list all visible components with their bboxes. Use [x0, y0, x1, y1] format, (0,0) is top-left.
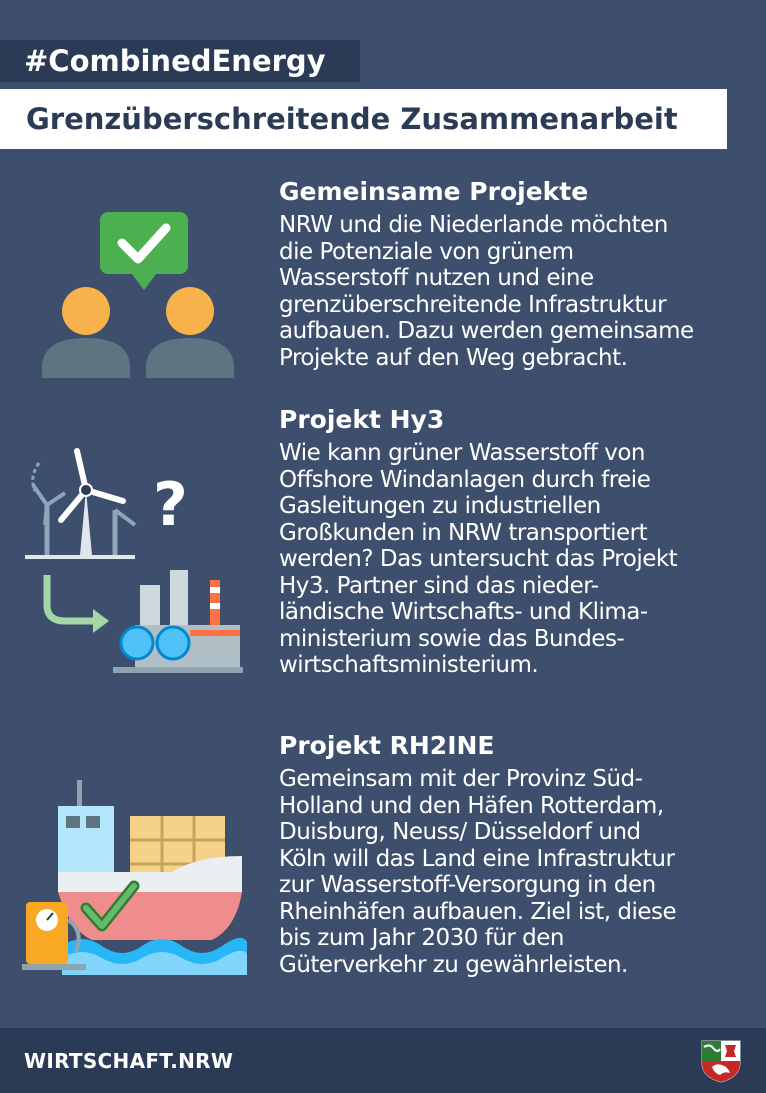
- page-title: [0, 89, 727, 149]
- section-heading: Gemeinsame Projekte: [279, 177, 589, 206]
- text-line: Köln will das Land eine Infrastruktur: [279, 845, 675, 872]
- text-line: Wasserstoff nutzen und eine: [279, 265, 594, 291]
- text-line: ministerium sowie das Bundes-: [279, 625, 625, 652]
- text-line: ländische Wirtschafts- und Klima-: [279, 599, 648, 625]
- section-projekt-hy3: [279, 404, 763, 679]
- two-people-approval-icon: [40, 210, 240, 380]
- footer: [0, 1028, 766, 1093]
- section-text: [279, 440, 763, 679]
- section-heading: Projekt RH2INE: [279, 731, 495, 760]
- footer-brand: WIRTSCHAFT.NRW: [24, 1049, 234, 1073]
- text-line: NRW und die Niederlande möchten: [279, 212, 668, 238]
- text-line: zur Wasserstoff-Versorgung in den: [279, 872, 656, 898]
- text-line: aufbauen. Dazu werden gemeinsame: [279, 318, 694, 344]
- text-line: Gemeinsam mit der Provinz Süd-: [279, 766, 643, 792]
- text-line: Offshore Windanlagen durch freie: [279, 466, 651, 493]
- cargo-ship-fuel-icon: [22, 780, 247, 975]
- nrw-coat-of-arms-icon: [700, 1039, 742, 1083]
- text-line: Hy3. Partner sind das nieder-: [279, 572, 599, 599]
- section-gemeinsame-projekte: [279, 176, 763, 371]
- text-line: die Potenziale von grünem: [279, 238, 574, 265]
- text-line: Holland und den Häfen Rotterdam,: [279, 792, 664, 819]
- hashtag-text: #CombinedEnergy: [24, 44, 326, 78]
- text-line: grenzüberschreitende Infrastruktur: [279, 291, 667, 318]
- svg-text:?: ?: [153, 470, 188, 540]
- section-projekt-rh2ine: [279, 730, 763, 978]
- text-line: Projekte auf den Weg gebracht.: [279, 344, 628, 371]
- text-line: bis zum Jahr 2030 für den: [279, 925, 564, 951]
- text-line: Wie kann grüner Wasserstoff von: [279, 440, 645, 466]
- section-heading: Projekt Hy3: [279, 405, 445, 434]
- section-text: [279, 212, 763, 371]
- text-line: werden? Das untersucht das Projekt: [279, 546, 678, 572]
- page-title-text: Grenzüberschreitende Zusammenarbeit: [26, 102, 678, 136]
- wind-turbine-to-factory-icon: [25, 445, 250, 680]
- section-text: [279, 766, 763, 978]
- hashtag-banner: [0, 40, 360, 82]
- text-line: wirtschaftsministerium.: [279, 652, 539, 678]
- text-line: Duisburg, Neuss/ Düsseldorf und: [279, 819, 641, 845]
- text-line: Rheinhäfen aufbauen. Ziel ist, diese: [279, 898, 677, 925]
- text-line: Gasleitungen zu industriellen: [279, 493, 601, 519]
- text-line: Güterverkehr zu gewährleisten.: [279, 951, 628, 978]
- text-line: Großkunden in NRW transportiert: [279, 519, 648, 546]
